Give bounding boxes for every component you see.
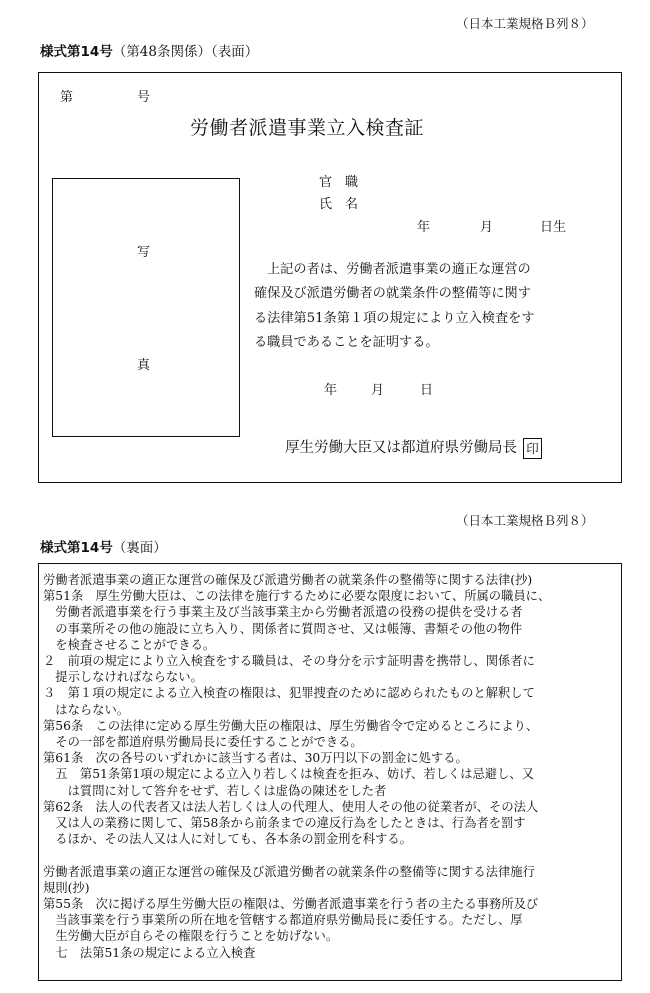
law-line: 第61条 次の各号のいずれかに該当する者は、30万円以下の罰金に処する。	[43, 751, 468, 766]
birth-day-suffix: 日生	[540, 220, 567, 235]
law-line: を検査させることができる。	[43, 637, 216, 652]
front-form-label	[40, 40, 258, 60]
law-section-gap	[43, 847, 618, 863]
certification-line: る職員であることを証明する。	[254, 334, 439, 350]
law-line: 五 第51条第1項の規定による立入り若しくは検査を拒み、妨げ、若しくは忌避し、又	[43, 767, 534, 782]
law-line: るほか、その法人又は人に対しても、各本条の罰金刑を科する。	[43, 832, 412, 847]
birth-year: 年	[417, 220, 431, 235]
law-line: 七 法第51条の規定による立入検査	[43, 945, 256, 960]
front-form-suffix: （第48条関係）（表面）	[112, 44, 259, 60]
law-line: 第62条 法人の代表者又は法人若しくは人の代理人、使用人その他の従業者が、その法人	[43, 799, 539, 814]
front-spec-note: （日本工業規格Ｂ列８）	[456, 16, 594, 31]
birth-month: 月	[480, 220, 494, 235]
law-line: ３ 第１項の規定による立入検査の権限は、犯罪捜査のために認められたものと解釈して	[43, 686, 535, 701]
law-line: 生労働大臣が自らその権限を行うことを妨げない。	[43, 929, 339, 944]
field-official-title: 官 職	[319, 175, 359, 190]
back-form-number: 様式第14号	[40, 540, 113, 556]
law-line: 第55条 次に掲げる厚生労働大臣の権限は、労働者派遣事業を行う者の主たる事務所及び	[43, 897, 539, 912]
issue-date-year: 年	[324, 383, 338, 398]
law-line: 第51条 厚生労働大臣は、この法律を施行するために必要な限度において、所属の職員に、	[43, 589, 551, 604]
card-title: 労働者派遣事業立入検査証	[190, 117, 425, 139]
photo-label-top: 写	[137, 245, 151, 260]
issuer: 厚生労働大臣又は都道府県労働局長	[285, 440, 517, 456]
law-line: 又は人の業務に関して、第58条から前条までの違反行為をしたときは、行為者を罰す	[43, 816, 526, 831]
back-form-label	[40, 536, 167, 556]
field-name: 氏 名	[319, 197, 359, 212]
photo-box	[52, 178, 240, 437]
law-line: 労働者派遣事業の適正な運営の確保及び派遣労働者の就業条件の整備等に関する法律(抄)	[43, 573, 533, 587]
law-line: 第56条 この法律に定める厚生労働大臣の権限は、厚生労働省令で定めるところにより、	[43, 718, 539, 733]
issuer-line	[285, 436, 542, 459]
back-spec-note: （日本工業規格Ｂ列８）	[456, 513, 594, 528]
issue-date-month: 月	[371, 383, 385, 398]
law-line: は質問に対して答弁をせず、若しくは虚偽の陳述をした者	[43, 783, 387, 798]
number-label-go: 号	[137, 90, 151, 105]
certification-text	[254, 258, 535, 355]
law-line: 当該事業を行う事業所の所在地を管轄する都道府県労働局長に委任する。ただし、厚	[43, 913, 523, 928]
law-line: 規則(抄)	[43, 880, 90, 895]
law-line: 労働者派遣事業を行う事業主及び当該事業主から労働者派遣の役務の提供を受ける者	[43, 605, 523, 620]
law-line: ２ 前項の規定により立入検査をする職員は、その身分を示す証明書を携帯し、関係者に	[43, 654, 535, 669]
certification-line: 確保及び派遣労働者の就業条件の整備等に関す	[254, 286, 531, 302]
issue-date-day: 日	[420, 383, 434, 398]
law-line: その一部を都道府県労働局長に委任することができる。	[43, 735, 363, 750]
number-label-dai: 第	[60, 90, 74, 105]
law-line: はならない。	[43, 702, 130, 717]
law-line: の事業所その他の施設に立ち入り、関係者に質問させ、又は帳簿、書類その他の物件	[43, 621, 523, 636]
certification-line: る法律第51条第１項の規定により立入検査をす	[254, 310, 535, 326]
seal-stamp: 印	[523, 438, 542, 459]
front-form-number: 様式第14号	[40, 44, 113, 60]
law-line: 労働者派遣事業の適正な運営の確保及び派遣労働者の就業条件の整備等に関する法律施行	[43, 864, 535, 879]
law-excerpt	[43, 572, 618, 961]
certification-line: 上記の者は、労働者派遣事業の適正な運営の	[267, 262, 531, 277]
photo-label-bottom: 真	[137, 358, 151, 373]
back-form-suffix: （裏面）	[112, 540, 167, 556]
law-line: 提示しなければならない。	[43, 670, 203, 685]
